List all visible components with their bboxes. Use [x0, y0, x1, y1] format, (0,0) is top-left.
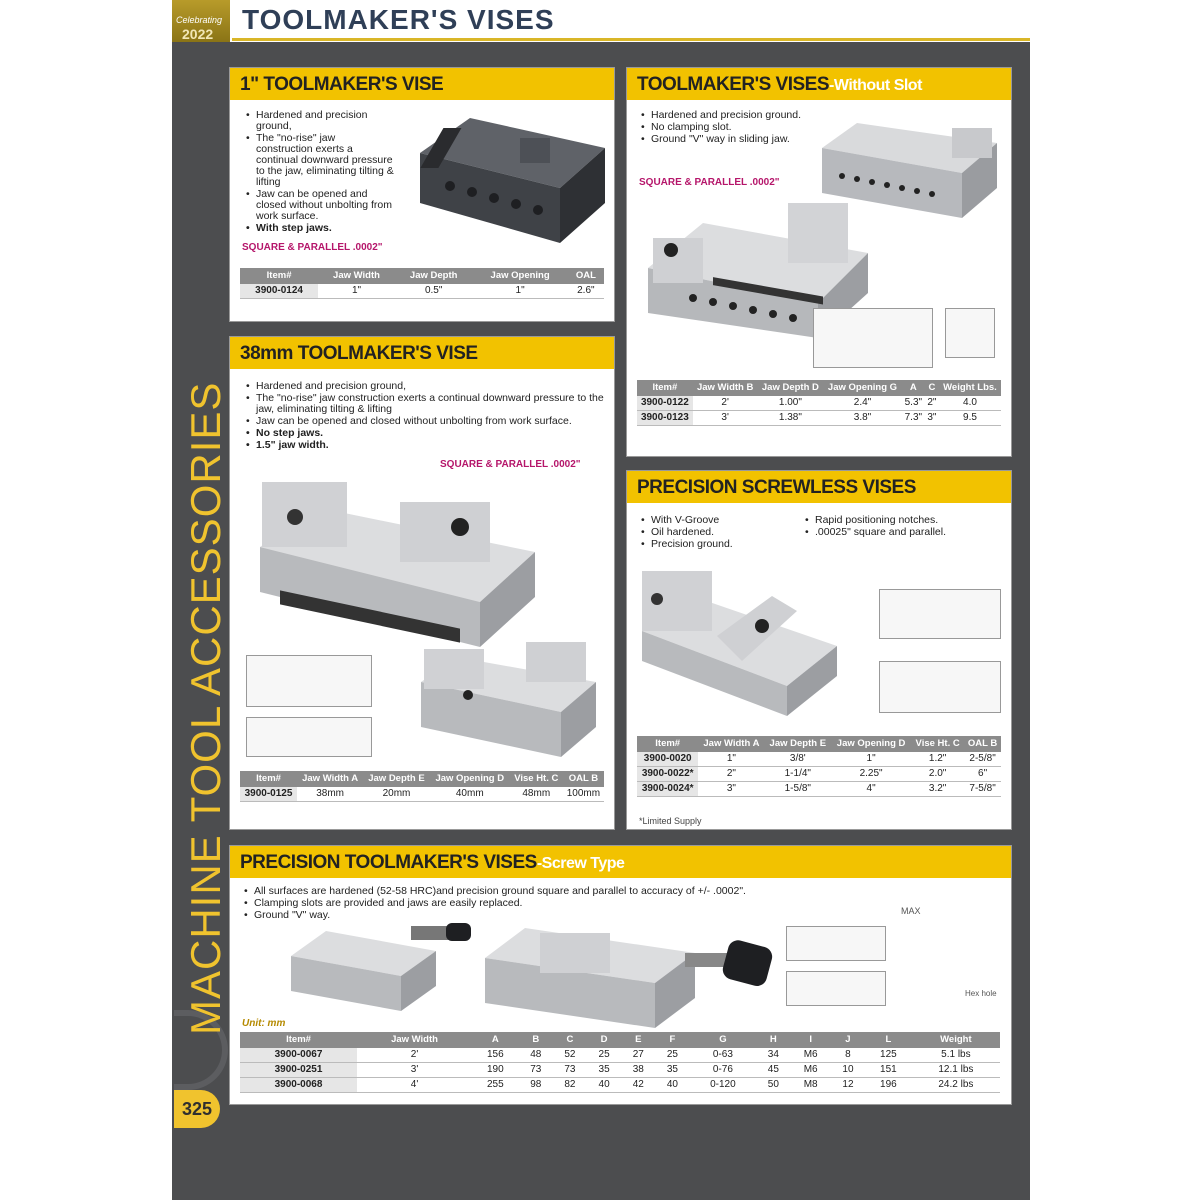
table-cell: 151 — [865, 1063, 912, 1078]
panel-vises-without-slot — [626, 67, 1012, 457]
feature-item: • Precision ground. — [639, 539, 799, 550]
table-cell: 2.0" — [911, 767, 964, 782]
table-cell: 1-5/8" — [764, 782, 831, 797]
feature-item: • The "no-rise" jaw construction exerts a continual downward pressure to the jaw, eliminating tilting & lifting — [244, 133, 394, 188]
table-row — [240, 284, 604, 299]
table-cell: 25 — [587, 1048, 621, 1063]
table-cell: 8 — [831, 1048, 865, 1063]
item-number: 3900-0024* — [637, 782, 698, 797]
column-header: F — [655, 1032, 689, 1048]
table-row — [637, 752, 1001, 767]
column-header: Item# — [637, 736, 698, 752]
table-header-row — [240, 771, 604, 787]
table-cell: 9.5 — [939, 411, 1001, 426]
table-row — [240, 1048, 1000, 1063]
column-header: Item# — [240, 268, 318, 284]
feature-item: • With V-Groove — [639, 515, 799, 526]
panel-title-main: PRECISION TOOLMAKER'S VISES — [240, 852, 537, 873]
panel-title: 38mm TOOLMAKER'S VISE — [240, 343, 478, 364]
table-cell: 42 — [621, 1078, 655, 1093]
table-cell: 1" — [473, 284, 568, 299]
column-header: Jaw Width — [357, 1032, 472, 1048]
vise-end-diagram — [945, 308, 995, 358]
table-cell: 73 — [519, 1063, 553, 1078]
table-row — [637, 396, 1001, 411]
celebrating-logo — [172, 0, 230, 42]
table-cell: 82 — [553, 1078, 587, 1093]
panel-screw-type-vises — [229, 845, 1012, 1105]
feature-list — [244, 110, 394, 235]
column-header: Jaw Opening — [473, 268, 568, 284]
column-header: Item# — [637, 380, 693, 396]
table-cell: 38mm — [297, 787, 363, 802]
column-header: Jaw Width B — [693, 380, 758, 396]
table-cell: 25 — [655, 1048, 689, 1063]
table-cell: 7.3" — [902, 411, 925, 426]
table-cell: 125 — [865, 1048, 912, 1063]
vise-top-diagram — [879, 589, 1001, 639]
table-cell: 1" — [831, 752, 911, 767]
column-header: C — [925, 380, 939, 396]
screw-vise-small-image — [286, 921, 476, 1016]
column-header: Jaw Depth D — [758, 380, 824, 396]
column-header: E — [621, 1032, 655, 1048]
logo-text: Celebrating — [176, 15, 223, 25]
table-cell: 5.1 lbs — [912, 1048, 1000, 1063]
column-header: Jaw Width A — [698, 736, 764, 752]
table-cell: 12 — [831, 1078, 865, 1093]
column-header: Weight — [912, 1032, 1000, 1048]
table-cell: 1" — [318, 284, 395, 299]
table-cell: 10 — [831, 1063, 865, 1078]
table-cell: 50 — [756, 1078, 790, 1093]
feature-item: • Ground "V" way in sliding jaw. — [639, 134, 829, 145]
column-header: Jaw Opening G — [823, 380, 902, 396]
table-header-row — [637, 380, 1001, 396]
item-number: 3900-0068 — [240, 1078, 357, 1093]
feature-item: • Hardened and precision ground. — [639, 110, 829, 121]
table-cell: 4.0 — [939, 396, 1001, 411]
vise-top-diagram — [246, 655, 372, 707]
column-header: OAL B — [964, 736, 1001, 752]
table-cell: 3' — [693, 411, 758, 426]
table-cell: 35 — [655, 1063, 689, 1078]
vise-side-diagram — [879, 661, 1001, 713]
table-row — [637, 782, 1001, 797]
column-header: C — [553, 1032, 587, 1048]
table-cell: 27 — [621, 1048, 655, 1063]
column-header: Jaw Opening D — [430, 771, 510, 787]
item-number: 3900-0124 — [240, 284, 318, 299]
table-row — [240, 1078, 1000, 1093]
feature-item: • Jaw can be opened and closed without unbolting from work surface. — [244, 189, 394, 222]
feature-item: • Ground "V" way. — [242, 910, 1002, 921]
table-cell: 40 — [655, 1078, 689, 1093]
table-cell: 73 — [553, 1063, 587, 1078]
table-cell: 100mm — [563, 787, 604, 802]
panel-38mm-vise — [229, 336, 615, 830]
table-cell: M8 — [790, 1078, 830, 1093]
screwless-vise-image — [637, 561, 842, 721]
panel-title: PRECISION SCREWLESS VISES — [637, 477, 916, 498]
table-row — [637, 411, 1001, 426]
item-number: 3900-0122 — [637, 396, 693, 411]
item-number: 3900-0022* — [637, 767, 698, 782]
table-cell: 7-5/8" — [964, 782, 1001, 797]
column-header: Item# — [240, 771, 297, 787]
unit-label: Unit: mm — [242, 1018, 286, 1029]
hexhole-label: Hex hole — [965, 989, 997, 998]
feature-list — [242, 886, 1002, 922]
table-cell: 0.5" — [395, 284, 473, 299]
panel-title-main: TOOLMAKER'S VISES — [637, 74, 830, 95]
header-divider — [232, 38, 1030, 41]
spec-table — [637, 380, 1001, 426]
table-cell: 3" — [925, 411, 939, 426]
table-cell: 4" — [831, 782, 911, 797]
table-cell: 1" — [698, 752, 764, 767]
table-cell: M6 — [790, 1063, 830, 1078]
vise-38mm-image — [250, 472, 540, 652]
table-cell: 0-76 — [689, 1063, 756, 1078]
column-header: Jaw Depth E — [363, 771, 430, 787]
table-cell: 5.3" — [902, 396, 925, 411]
table-cell: 3.2" — [911, 782, 964, 797]
feature-item: • All surfaces are hardened (52-58 HRC)and precision ground square and parallel to accuracy of +/- .0002". — [242, 886, 1002, 897]
page-title: TOOLMAKER'S VISES — [242, 4, 555, 35]
vise-side-diagram — [813, 308, 933, 368]
feature-item: • 1.5" jaw width. — [244, 440, 614, 451]
screw-vise-top-diagram — [786, 926, 886, 961]
column-header: L — [865, 1032, 912, 1048]
column-header: Jaw Width A — [297, 771, 363, 787]
column-header: OAL — [568, 268, 604, 284]
table-header-row — [637, 736, 1001, 752]
column-header: D — [587, 1032, 621, 1048]
table-cell: 0-63 — [689, 1048, 756, 1063]
limited-supply-note: *Limited Supply — [639, 816, 702, 826]
table-cell: 48mm — [510, 787, 563, 802]
panel-screwless-vises — [626, 470, 1012, 830]
column-header: Jaw Opening D — [831, 736, 911, 752]
table-cell: 3/8' — [764, 752, 831, 767]
table-cell: 40mm — [430, 787, 510, 802]
table-cell: 156 — [472, 1048, 519, 1063]
feature-item: • No step jaws. — [244, 428, 614, 439]
table-cell: 0-120 — [689, 1078, 756, 1093]
column-header: J — [831, 1032, 865, 1048]
screw-vise-large-image — [480, 918, 775, 1033]
spec-table — [240, 771, 604, 802]
column-header: G — [689, 1032, 756, 1048]
column-header: B — [519, 1032, 553, 1048]
table-cell: 52 — [553, 1048, 587, 1063]
item-number: 3900-0020 — [637, 752, 698, 767]
table-cell: 34 — [756, 1048, 790, 1063]
table-row — [637, 767, 1001, 782]
square-parallel-spec: SQUARE & PARALLEL .0002" — [440, 459, 581, 470]
table-cell: 2.4" — [823, 396, 902, 411]
column-header: Vise Ht. C — [911, 736, 964, 752]
spec-table — [240, 1032, 1000, 1093]
table-row — [240, 1063, 1000, 1078]
feature-item: • Hardened and precision ground, — [244, 110, 394, 132]
column-header: I — [790, 1032, 830, 1048]
item-number: 3900-0125 — [240, 787, 297, 802]
column-header: Weight Lbs. — [939, 380, 1001, 396]
table-cell: 255 — [472, 1078, 519, 1093]
column-header: Vise Ht. C — [510, 771, 563, 787]
table-cell: 4' — [357, 1078, 472, 1093]
table-cell: 20mm — [363, 787, 430, 802]
feature-item: • With step jaws. — [244, 223, 394, 234]
table-cell: 98 — [519, 1078, 553, 1093]
vise-1in-image — [410, 108, 610, 248]
table-cell: 6" — [964, 767, 1001, 782]
table-cell: 1-1/4" — [764, 767, 831, 782]
table-cell: 2" — [925, 396, 939, 411]
feature-item: • Rapid positioning notches. — [803, 515, 1003, 526]
panel-title — [637, 74, 922, 96]
item-number: 3900-0251 — [240, 1063, 357, 1078]
column-header: Jaw Width — [318, 268, 395, 284]
table-cell: 3" — [698, 782, 764, 797]
column-header: OAL B — [563, 771, 604, 787]
table-cell: 2' — [693, 396, 758, 411]
table-cell: 196 — [865, 1078, 912, 1093]
logo-year: 2022 — [182, 26, 214, 42]
feature-item: • Hardened and precision ground, — [244, 381, 614, 392]
panel-1in-vise — [229, 67, 615, 322]
table-cell: 1.2" — [911, 752, 964, 767]
table-cell: 2-5/8" — [964, 752, 1001, 767]
feature-item: • Clamping slots are provided and jaws are easily replaced. — [242, 898, 1002, 909]
feature-item: • The "no-rise" jaw construction exerts a continual downward pressure to the jaw, eliminating tilting & lifting — [244, 393, 614, 415]
item-number: 3900-0123 — [637, 411, 693, 426]
square-parallel-spec: SQUARE & PARALLEL .0002" — [242, 242, 383, 253]
side-category-text: MACHINE TOOL ACCESSORIES — [182, 381, 229, 1035]
column-header: Jaw Depth — [395, 268, 473, 284]
feature-list — [244, 381, 614, 452]
table-cell: 3' — [357, 1063, 472, 1078]
table-cell: 48 — [519, 1048, 553, 1063]
table-cell: 40 — [587, 1078, 621, 1093]
table-cell: 38 — [621, 1063, 655, 1078]
column-header: Item# — [240, 1032, 357, 1048]
feature-list-right — [803, 515, 1003, 539]
feature-list — [639, 110, 829, 146]
table-cell: 190 — [472, 1063, 519, 1078]
column-header: A — [902, 380, 925, 396]
spec-table — [240, 268, 604, 299]
vise-side-diagram — [246, 717, 372, 757]
table-cell: 2' — [357, 1048, 472, 1063]
max-label: MAX — [901, 906, 921, 916]
screw-vise-side-diagram — [786, 971, 886, 1006]
table-row — [240, 787, 604, 802]
panel-title-suffix: -Without Slot — [829, 77, 922, 94]
table-header-row — [240, 1032, 1000, 1048]
spec-table — [637, 736, 1001, 797]
table-cell: M6 — [790, 1048, 830, 1063]
panel-title-suffix: -Screw Type — [536, 855, 625, 872]
panel-title: 1" TOOLMAKER'S VISE — [240, 74, 444, 95]
table-cell: 24.2 lbs — [912, 1078, 1000, 1093]
item-number: 3900-0067 — [240, 1048, 357, 1063]
table-cell: 45 — [756, 1063, 790, 1078]
column-header: Jaw Depth E — [764, 736, 831, 752]
table-cell: 2" — [698, 767, 764, 782]
feature-item: • Jaw can be opened and closed without unbolting from work surface. — [244, 416, 614, 427]
square-parallel-spec: SQUARE & PARALLEL .0002" — [639, 177, 780, 188]
feature-list-left — [639, 515, 799, 551]
feature-item: • .00025" square and parallel. — [803, 527, 1003, 538]
table-cell: 12.1 lbs — [912, 1063, 1000, 1078]
table-cell: 2.25" — [831, 767, 911, 782]
panel-title — [240, 852, 624, 874]
vise-38mm-alt-image — [416, 637, 601, 762]
table-cell: 35 — [587, 1063, 621, 1078]
table-cell: 2.6" — [568, 284, 604, 299]
table-header-row — [240, 268, 604, 284]
table-cell: 1.38" — [758, 411, 824, 426]
table-cell: 1.00" — [758, 396, 824, 411]
column-header: H — [756, 1032, 790, 1048]
column-header: A — [472, 1032, 519, 1048]
table-cell: 3.8" — [823, 411, 902, 426]
feature-item: • Oil hardened. — [639, 527, 799, 538]
page-number: 325 — [174, 1090, 220, 1128]
feature-item: • No clamping slot. — [639, 122, 829, 133]
